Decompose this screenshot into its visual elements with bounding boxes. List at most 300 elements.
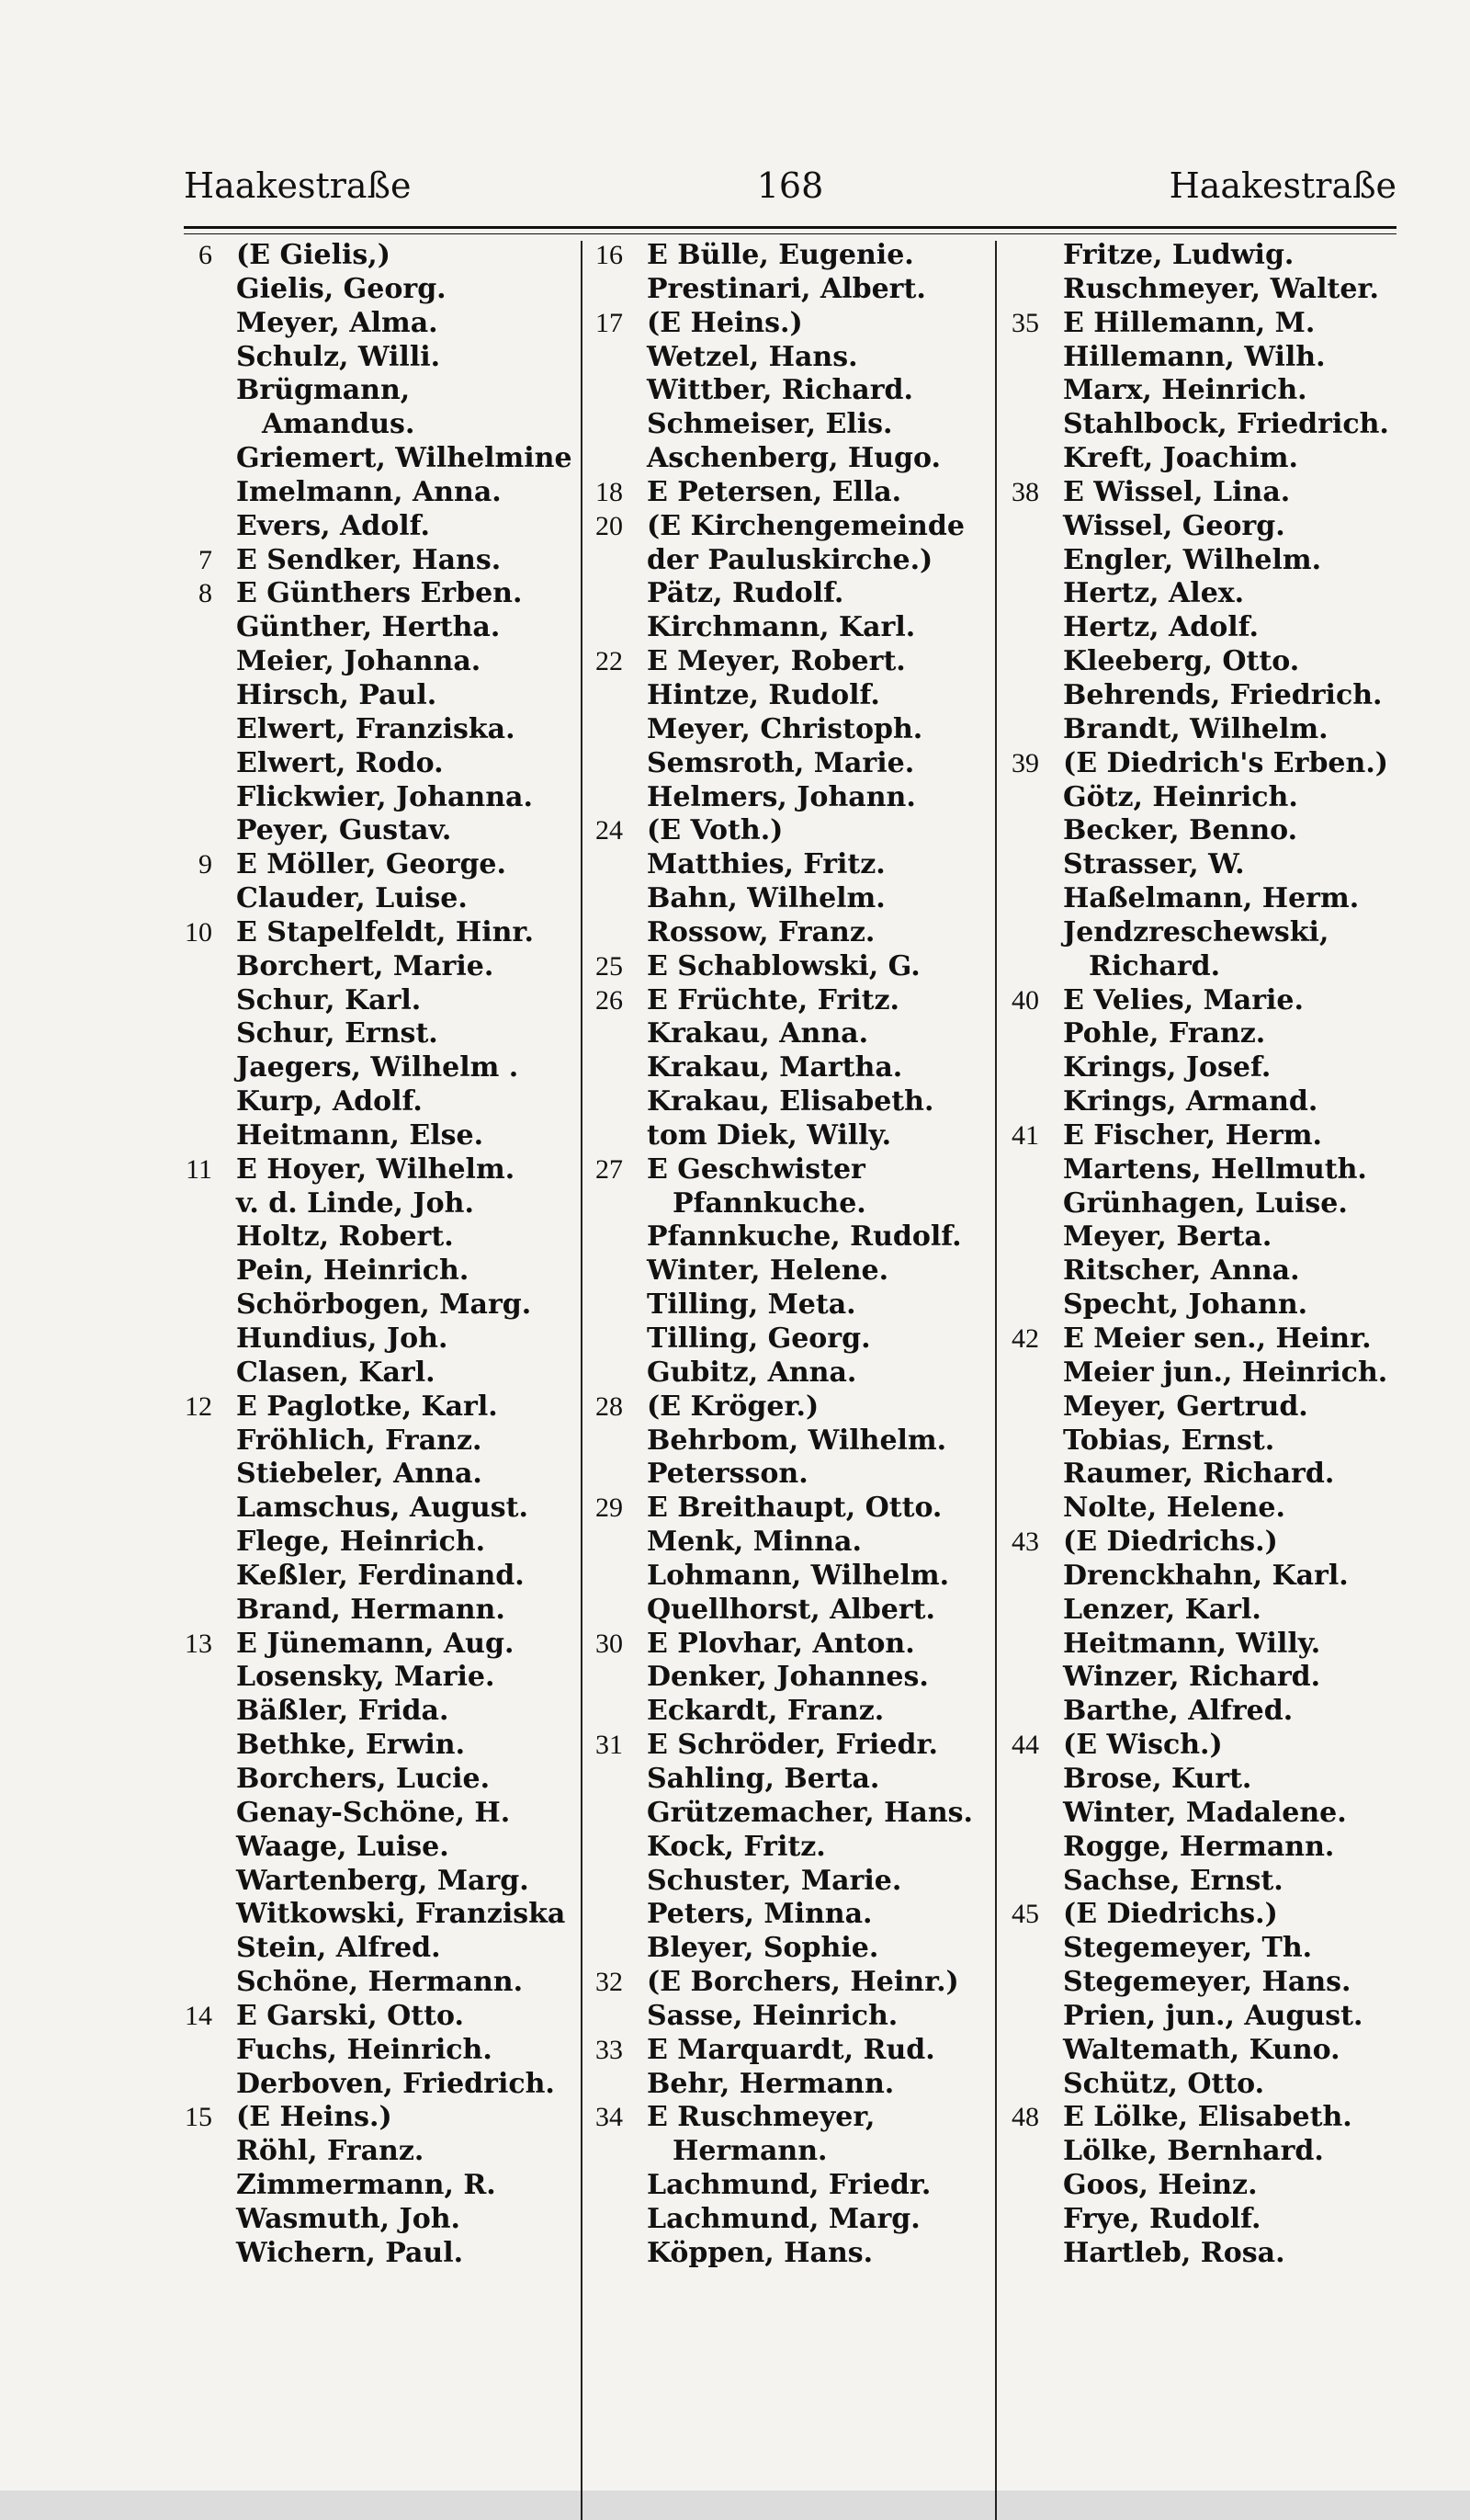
resident-name: Ruschmeyer, Walter. <box>1063 272 1379 305</box>
house-number: 20 <box>595 510 623 541</box>
directory-entry <box>581 611 994 645</box>
directory-entry <box>170 747 579 781</box>
house-number: 32 <box>595 1967 623 1998</box>
directory-entry <box>581 1865 994 1899</box>
resident-name: Pätz, Rudolf. <box>647 577 844 610</box>
resident-name: Tilling, Meta. <box>647 1288 856 1322</box>
resident-name: Waage, Luise. <box>236 1830 449 1863</box>
resident-name: Becker, Benno. <box>1063 814 1298 847</box>
directory-entry <box>170 510 579 544</box>
resident-name: Kleeberg, Otto. <box>1063 645 1300 678</box>
resident-name: Pohle, Franz. <box>1063 1017 1266 1050</box>
directory-entry <box>997 1729 1419 1763</box>
resident-name: Matthies, Fritz. <box>647 848 886 881</box>
directory-entry <box>997 374 1419 408</box>
resident-name: Meyer, Christoph. <box>647 712 923 745</box>
directory-entry <box>170 2135 579 2169</box>
directory-entry <box>170 848 579 882</box>
resident-name: Barthe, Alfred. <box>1063 1695 1294 1728</box>
resident-name: E Sendker, Hans. <box>236 543 502 576</box>
resident-name: E Meier sen., Heinr. <box>1063 1322 1372 1355</box>
resident-name: Hundius, Joh. <box>236 1322 448 1355</box>
house-number: 11 <box>186 1153 212 1185</box>
house-number: 40 <box>1012 984 1039 1016</box>
resident-name: Wasmuth, Joh. <box>236 2202 460 2235</box>
directory-entry <box>581 1729 994 1763</box>
house-number: 39 <box>1012 747 1039 778</box>
directory-entry <box>997 950 1419 984</box>
directory-entry <box>997 1526 1419 1560</box>
resident-name: Stiebeler, Anna. <box>236 1458 482 1491</box>
house-number: 18 <box>595 476 623 507</box>
resident-name: Behrbom, Wilhelm. <box>647 1424 947 1457</box>
house-number: 16 <box>595 240 623 270</box>
resident-name: Borchert, Marie. <box>236 949 494 982</box>
resident-name: E Günthers Erben. <box>236 577 523 610</box>
directory-entry <box>997 341 1419 375</box>
directory-entry <box>997 239 1419 273</box>
directory-entry <box>581 1560 994 1594</box>
directory-entry <box>581 307 994 341</box>
directory-entry <box>170 1425 579 1459</box>
resident-name: Pfannkuche. <box>673 1186 866 1220</box>
directory-entry <box>581 1017 994 1051</box>
resident-name: (E Voth.) <box>647 814 784 847</box>
resident-name: Ritscher, Anna. <box>1063 1254 1300 1288</box>
resident-name: Wittber, Richard. <box>647 374 913 407</box>
resident-name: Brand, Hermann. <box>236 1593 505 1626</box>
directory-entry <box>170 1085 579 1119</box>
directory-entry <box>997 307 1419 341</box>
directory-entry <box>997 1695 1419 1729</box>
house-number: 8 <box>198 578 212 609</box>
directory-entry <box>170 916 579 950</box>
resident-name: Prien, jun., August. <box>1063 1999 1363 2032</box>
directory-entry <box>581 374 994 408</box>
resident-name: Krakau, Anna. <box>647 1017 869 1050</box>
directory-entry <box>997 916 1419 950</box>
directory-entry <box>997 2101 1419 2135</box>
directory-entry <box>997 611 1419 645</box>
column-2 <box>581 239 994 2271</box>
directory-entry <box>997 2068 1419 2102</box>
resident-name: E Früchte, Fritz. <box>647 983 899 1016</box>
directory-entry <box>581 679 994 713</box>
directory-entry <box>170 1729 579 1763</box>
directory-entry <box>997 1322 1419 1356</box>
resident-name: Griemert, Wilhelmine <box>236 442 572 475</box>
directory-entry <box>997 1391 1419 1425</box>
directory-entry <box>997 814 1419 848</box>
resident-name: E Schablowski, G. <box>647 949 921 982</box>
resident-name: E Breithaupt, Otto. <box>647 1492 943 1525</box>
resident-name: Schuster, Marie. <box>647 1864 902 1897</box>
directory-entry <box>997 781 1419 815</box>
directory-entry <box>170 1966 579 2000</box>
house-number: 14 <box>185 2000 212 2031</box>
directory-entry <box>170 645 579 679</box>
directory-entry <box>170 1526 579 1560</box>
resident-name: Jendzreschewski, <box>1063 915 1329 948</box>
resident-name: Grützemacher, Hans. <box>647 1796 974 1829</box>
resident-name: Krings, Armand. <box>1063 1085 1318 1118</box>
resident-name: Hillemann, Wilh. <box>1063 340 1326 373</box>
header-rule-thin <box>184 233 1396 234</box>
directory-entry <box>170 882 579 916</box>
resident-name: Clasen, Karl. <box>236 1356 435 1389</box>
resident-name: Specht, Johann. <box>1063 1288 1308 1322</box>
resident-name: Wetzel, Hans. <box>647 340 858 373</box>
resident-name: Schörbogen, Marg. <box>236 1288 532 1322</box>
resident-name: Gubitz, Anna. <box>647 1356 857 1389</box>
resident-name: Imelmann, Anna. <box>236 475 502 508</box>
directory-entry <box>170 1153 579 1187</box>
directory-entry <box>581 476 994 510</box>
resident-name: Hirsch, Paul. <box>236 678 437 711</box>
resident-name: der Pauluskirche.) <box>647 543 933 576</box>
resident-name: Krakau, Elisabeth. <box>647 1085 934 1118</box>
directory-entry <box>581 1526 994 1560</box>
directory-entry <box>170 1628 579 1662</box>
directory-entry <box>581 442 994 476</box>
resident-name: Evers, Adolf. <box>236 509 430 542</box>
resident-name: Stegemeyer, Hans. <box>1063 1966 1351 1999</box>
resident-name: (E Diedrich's Erben.) <box>1063 746 1388 779</box>
house-number: 12 <box>185 1391 212 1422</box>
resident-name: Götz, Heinrich. <box>1063 780 1298 813</box>
resident-name: Hertz, Adolf. <box>1063 611 1259 644</box>
resident-name: Borchers, Lucie. <box>236 1762 491 1795</box>
resident-name: E Schröder, Friedr. <box>647 1729 938 1762</box>
directory-entry <box>997 747 1419 781</box>
resident-name: E Velies, Marie. <box>1063 983 1304 1016</box>
resident-name: Hertz, Alex. <box>1063 577 1245 610</box>
resident-name: Derboven, Friedrich. <box>236 2067 555 2100</box>
directory-entry <box>997 1153 1419 1187</box>
resident-name: Witkowski, Franziska <box>236 1898 566 1931</box>
directory-entry <box>170 374 579 408</box>
directory-entry <box>997 476 1419 510</box>
resident-name: Sahling, Berta. <box>647 1762 880 1795</box>
directory-entry <box>997 1763 1419 1797</box>
directory-entry <box>997 1085 1419 1119</box>
directory-entry <box>581 1898 994 1932</box>
resident-name: Marx, Heinrich. <box>1063 374 1307 407</box>
resident-name: E Hillemann, M. <box>1063 306 1316 339</box>
directory-entry <box>997 510 1419 544</box>
resident-name: Pein, Heinrich. <box>236 1254 469 1288</box>
resident-name: Goos, Heinz. <box>1063 2169 1258 2202</box>
resident-name: Aschenberg, Hugo. <box>647 442 941 475</box>
directory-entry <box>581 814 994 848</box>
house-number: 33 <box>595 2034 623 2065</box>
resident-name: Elwert, Franziska. <box>236 712 515 745</box>
house-number: 41 <box>1012 1119 1039 1151</box>
resident-name: Losensky, Marie. <box>236 1661 495 1694</box>
directory-entry <box>581 1594 994 1628</box>
directory-entry <box>170 544 579 578</box>
resident-name: Martens, Hellmuth. <box>1063 1152 1367 1186</box>
directory-entry <box>997 2000 1419 2034</box>
directory-entry <box>170 442 579 476</box>
resident-name: Lenzer, Karl. <box>1063 1593 1261 1626</box>
resident-name: Schur, Ernst. <box>236 1017 438 1050</box>
column-3 <box>997 239 1419 2271</box>
resident-name: Petersson. <box>647 1458 808 1491</box>
directory-entry <box>581 1356 994 1391</box>
directory-entry <box>581 1153 994 1187</box>
directory-entry <box>170 408 579 442</box>
directory-entry <box>170 1356 579 1391</box>
directory-entry <box>170 2068 579 2102</box>
resident-name: (E Heins.) <box>236 2101 392 2134</box>
house-number: 10 <box>185 916 212 948</box>
directory-entry <box>997 645 1419 679</box>
directory-entry <box>581 645 994 679</box>
directory-entry <box>997 1898 1419 1932</box>
house-number: 34 <box>595 2102 623 2133</box>
house-number: 22 <box>595 646 623 677</box>
resident-name: (E Heins.) <box>647 306 803 339</box>
directory-entry <box>581 1763 994 1797</box>
directory-entry <box>170 679 579 713</box>
resident-name: Sachse, Ernst. <box>1063 1864 1283 1897</box>
directory-entry <box>997 713 1419 747</box>
directory-entry <box>581 1932 994 1966</box>
resident-name: Bahn, Wilhelm. <box>647 882 886 915</box>
resident-name: (E Borchers, Heinr.) <box>647 1966 959 1999</box>
directory-entry <box>997 1492 1419 1526</box>
resident-name: Frye, Rudolf. <box>1063 2202 1261 2235</box>
house-number: 43 <box>1012 1527 1039 1558</box>
directory-entry <box>997 679 1419 713</box>
directory-entry <box>170 1661 579 1695</box>
house-number: 27 <box>595 1153 623 1185</box>
directory-entry <box>997 1458 1419 1492</box>
resident-name: E Hoyer, Wilhelm. <box>236 1152 515 1186</box>
resident-name: Semsroth, Marie. <box>647 746 915 779</box>
resident-name: tom Diek, Willy. <box>647 1118 892 1152</box>
directory-entry <box>997 1966 1419 2000</box>
house-number: 44 <box>1012 1730 1039 1761</box>
directory-entry <box>170 273 579 307</box>
directory-entry <box>170 1322 579 1356</box>
resident-name: Gielis, Georg. <box>236 272 447 305</box>
resident-name: Brose, Kurt. <box>1063 1762 1252 1795</box>
directory-entry <box>581 239 994 273</box>
resident-name: E Plovhar, Anton. <box>647 1627 915 1660</box>
resident-name: Holtz, Robert. <box>236 1220 454 1254</box>
directory-entry <box>581 1492 994 1526</box>
directory-entry <box>581 781 994 815</box>
resident-name: Stegemeyer, Th. <box>1063 1932 1313 1965</box>
directory-entry <box>581 1797 994 1831</box>
resident-name: Behr, Hermann. <box>647 2067 895 2100</box>
directory-entry <box>997 1254 1419 1288</box>
directory-entry <box>170 1458 579 1492</box>
directory-entry <box>581 577 994 611</box>
resident-name: Strasser, W. <box>1063 848 1245 881</box>
resident-name: Hermann. <box>673 2135 828 2168</box>
resident-name: Schur, Karl. <box>236 983 422 1016</box>
resident-name: Prestinari, Albert. <box>647 272 926 305</box>
directory-entry <box>581 1628 994 1662</box>
resident-name: E Möller, George. <box>236 848 506 881</box>
resident-name: Genay-Schöne, H. <box>236 1796 511 1829</box>
house-number: 42 <box>1012 1323 1039 1354</box>
resident-name: Peters, Minna. <box>647 1898 873 1931</box>
resident-name: Fritze, Ludwig. <box>1063 239 1295 271</box>
directory-entry <box>170 1187 579 1221</box>
house-number: 7 <box>198 544 212 575</box>
directory-entry <box>581 1661 994 1695</box>
header-rule-thick <box>184 226 1396 229</box>
resident-name: Winter, Helene. <box>647 1254 889 1288</box>
resident-name: Denker, Johannes. <box>647 1661 929 1694</box>
directory-entry <box>997 1797 1419 1831</box>
directory-entry <box>581 950 994 984</box>
directory-entry <box>170 1288 579 1322</box>
resident-name: Elwert, Rodo. <box>236 746 444 779</box>
resident-name: (E Kirchengemeinde <box>647 509 965 542</box>
resident-name: E Petersen, Ella. <box>647 475 902 508</box>
resident-name: (E Diedrichs.) <box>1063 1526 1278 1559</box>
page-number: 168 <box>756 165 824 206</box>
resident-name: (E Gielis,) <box>236 239 390 271</box>
resident-name: Tilling, Georg. <box>647 1322 871 1355</box>
directory-entry <box>581 2000 994 2034</box>
house-number: 24 <box>595 815 623 846</box>
resident-name: E Lölke, Elisabeth. <box>1063 2101 1352 2134</box>
resident-name: Kirchmann, Karl. <box>647 611 916 644</box>
directory-entry <box>170 611 579 645</box>
directory-entry <box>997 1425 1419 1459</box>
directory-entry <box>581 1119 994 1153</box>
resident-name: Nolte, Helene. <box>1063 1492 1285 1525</box>
resident-name: Köppen, Hans. <box>647 2236 874 2269</box>
directory-entry <box>170 1560 579 1594</box>
column-1 <box>170 239 579 2271</box>
directory-entry <box>997 408 1419 442</box>
house-number: 38 <box>1012 476 1039 507</box>
directory-entry <box>581 2068 994 2102</box>
resident-name: Krings, Josef. <box>1063 1051 1272 1084</box>
house-number: 17 <box>595 307 623 338</box>
resident-name: Krakau, Martha. <box>647 1051 903 1084</box>
resident-name: Flickwier, Johanna. <box>236 780 533 813</box>
directory-entry <box>170 2034 579 2068</box>
resident-name: E Jünemann, Aug. <box>236 1627 514 1660</box>
resident-name: Clauder, Luise. <box>236 882 468 915</box>
resident-name: Günther, Hertha. <box>236 611 501 644</box>
directory-entry <box>997 1628 1419 1662</box>
house-number: 15 <box>185 2102 212 2133</box>
directory-entry <box>581 1322 994 1356</box>
directory-entry <box>581 916 994 950</box>
directory-entry <box>170 577 579 611</box>
resident-name: Meyer, Alma. <box>236 306 438 339</box>
directory-entry <box>170 814 579 848</box>
directory-entry <box>581 1695 994 1729</box>
resident-name: Tobias, Ernst. <box>1063 1424 1275 1457</box>
resident-name: Rossow, Franz. <box>647 915 876 948</box>
directory-entry <box>581 2169 994 2203</box>
directory-entry <box>997 1560 1419 1594</box>
resident-name: E Meyer, Robert. <box>647 645 906 678</box>
directory-entry <box>170 1391 579 1425</box>
resident-name: Helmers, Johann. <box>647 780 916 813</box>
directory-entry <box>170 1051 579 1085</box>
directory-entry <box>997 273 1419 307</box>
resident-name: E Marquardt, Rud. <box>647 2033 935 2066</box>
directory-entry <box>170 1932 579 1966</box>
directory-entry <box>581 2203 994 2237</box>
resident-name: Pfannkuche, Rudolf. <box>647 1220 962 1254</box>
directory-entry <box>581 848 994 882</box>
directory-entry <box>581 1458 994 1492</box>
resident-name: Kock, Fritz. <box>647 1830 826 1863</box>
directory-entry <box>997 1594 1419 1628</box>
resident-name: Lachmund, Marg. <box>647 2202 921 2235</box>
directory-entry <box>581 2101 994 2135</box>
directory-entry <box>170 1695 579 1729</box>
house-number: 31 <box>595 1730 623 1761</box>
directory-entry <box>581 1085 994 1119</box>
resident-name: E Ruschmeyer, <box>647 2101 876 2134</box>
directory-entry <box>581 273 994 307</box>
resident-name: Menk, Minna. <box>647 1526 862 1559</box>
directory-entry <box>170 1119 579 1153</box>
directory-entry <box>997 1220 1419 1254</box>
house-number: 26 <box>595 984 623 1016</box>
house-number: 48 <box>1012 2102 1039 2133</box>
resident-name: E Fischer, Herm. <box>1063 1118 1322 1152</box>
resident-name: (E Diedrichs.) <box>1063 1898 1278 1931</box>
resident-name: Wissel, Georg. <box>1063 509 1285 542</box>
directory-entry <box>170 2203 579 2237</box>
resident-name: Bethke, Erwin. <box>236 1729 466 1762</box>
directory-entry <box>997 442 1419 476</box>
directory-entry <box>170 713 579 747</box>
directory-entry <box>581 1220 994 1254</box>
directory-entry <box>997 1865 1419 1899</box>
resident-name: Waltemath, Kuno. <box>1063 2033 1340 2066</box>
directory-entry <box>170 950 579 984</box>
resident-name: Lohmann, Wilhelm. <box>647 1559 950 1592</box>
directory-entry <box>170 1594 579 1628</box>
directory-entry <box>997 2135 1419 2169</box>
directory-entry <box>581 1187 994 1221</box>
directory-entry <box>170 1898 579 1932</box>
directory-entry <box>170 1763 579 1797</box>
resident-name: Engler, Wilhelm. <box>1063 543 1322 576</box>
page-header <box>184 156 1396 221</box>
resident-name: (E Wisch.) <box>1063 1729 1223 1762</box>
directory-entry <box>581 2034 994 2068</box>
header-street-right: Haakestraße <box>1169 165 1396 206</box>
resident-name: Schmeiser, Elis. <box>647 408 893 441</box>
resident-name: Lölke, Bernhard. <box>1063 2135 1324 2168</box>
directory-entry <box>997 1288 1419 1322</box>
resident-name: Wichern, Paul. <box>236 2236 464 2269</box>
header-street-left: Haakestraße <box>184 165 412 206</box>
resident-name: Raumer, Richard. <box>1063 1458 1335 1491</box>
directory-entry <box>170 239 579 273</box>
house-number: 9 <box>198 849 212 880</box>
directory-entry <box>170 1220 579 1254</box>
resident-name: Eckardt, Franz. <box>647 1695 885 1728</box>
house-number: 25 <box>595 950 623 982</box>
